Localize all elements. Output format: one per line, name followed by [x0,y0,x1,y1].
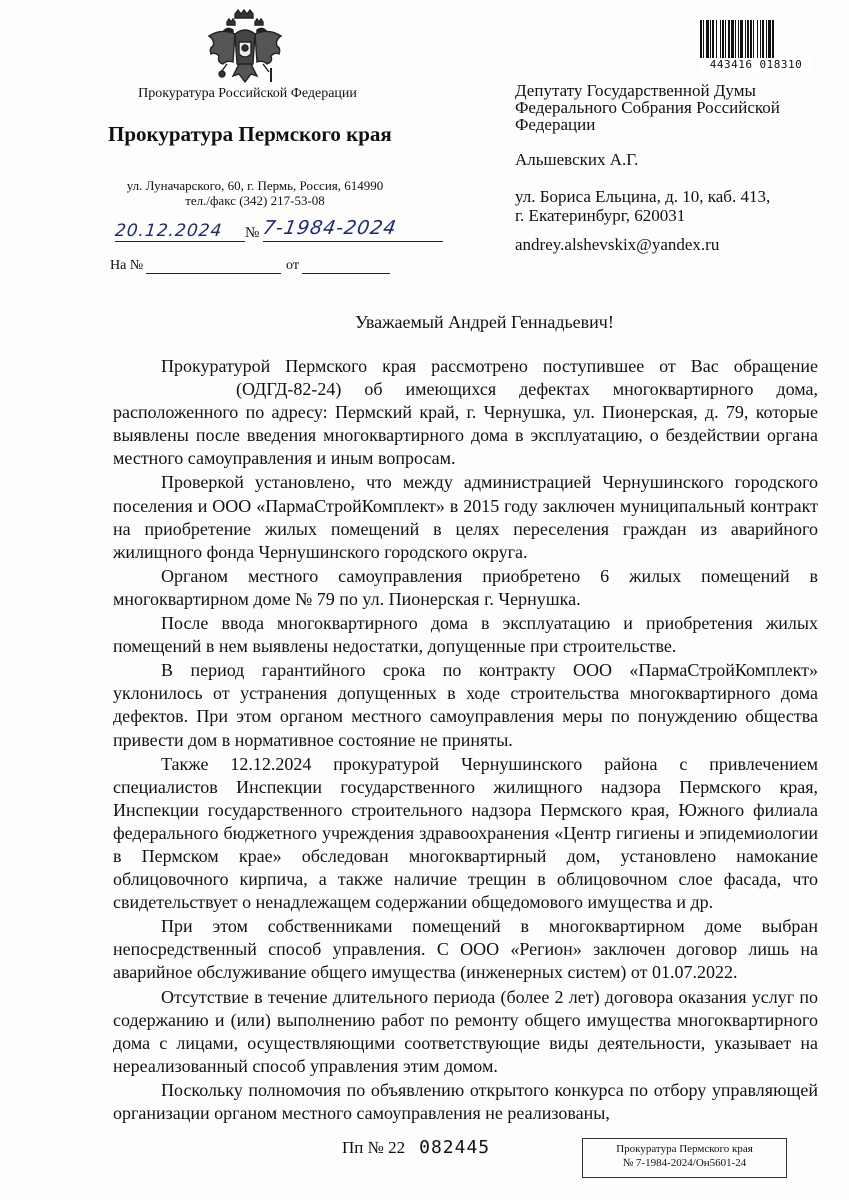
registration-number-label: № [245,225,260,241]
reference-number-blank [146,273,281,274]
agency-title: Прокуратура Пермского края [108,122,392,146]
page-footer-number [342,1137,490,1158]
recipient-name: Альшевских А.Г. [515,150,639,169]
sender-phone: тел./факс (342) 217-53-08 [185,193,325,208]
registration-number: 7-1984-2024 [261,217,399,239]
recipient-address [515,187,770,225]
reference-number-label: На № [110,258,144,273]
reference-date-blank [302,273,390,274]
russian-double-headed-eagle-icon [205,8,285,92]
recipient-title-line: Депутату Государственной Думы [515,81,756,100]
reference-line [110,258,395,278]
sender-street: ул. Луначарского, 60, г. Пермь, Россия, 614990 [126,178,384,193]
registration-date: 20.12.2024 [113,221,224,241]
stamp-line: Прокуратура Пермского края [616,1143,753,1155]
body-paragraph: При этом собственниками помещений в многоквартирном доме выбран непосредственный способ управления. С ООО «Регион» заключен договор лишь на аварийное обслуживание общего имущества (инженерных систем) от 01.07.2022. [113,916,818,983]
recipient-title-line: Федерации [515,115,596,134]
body-paragraph: Также 12.12.2024 прокуратурой Чернушинского района с привлечением специалистов Инспекции государственного жилищного надзора Пермского края, Инспекции государственного строительного надзора Пермского края, Южного филиала федерального бюджетного учреждения здравоохранения «Центр гигиены и эпидемиологии в Пермском крае» обследован многоквартирный дом, установлено намокание облицовочного кирпича, а также наличие трещин в облицовочном слое фасада, что свидетельствует о ненадлежащем содержании общедомового имущества и др. [113,753,818,913]
recipient-address-line: ул. Бориса Ельцина, д. 10, каб. 413, [515,187,771,206]
stamp-line: № 7-1984-2024/Он5601-24 [622,1157,747,1169]
salutation: Уважаемый Андрей Геннадьевич! [355,312,614,332]
registration-line [115,217,415,247]
body-paragraph: В период гарантийного срока по контракту ООО «ПармаСтройКомплект» уклонилось от устранения допущенных в ходе строительства многоквартирного дома дефектов. При этом органом местного самоуправления меры по понуждению общества привести дом в нормативное состояние не приняты. [113,660,818,750]
reference-date-label: от [286,258,299,273]
paragraph-text: Прокуратурой Пермского края рассмотрено поступившее от Вас обращение [161,356,818,376]
body-paragraph: После ввода многоквартирного дома в эксплуатацию и приобретения жилых помещений в нем выявлены недостатки, допущенные при строительстве. [113,613,818,657]
recipient-address-line: г. Екатеринбург, 620031 [515,206,686,225]
recipient-title-line: Федерального Собрания Российской [515,98,780,117]
recipient-title [515,82,825,133]
body-paragraph [113,355,818,470]
barcode-number: 443416 018310 [700,58,812,71]
body-paragraph: Поскольку полномочия по объявлению открытого конкурса по отбору управляющей организации органом местного самоуправления не реализованы, [113,1079,818,1123]
number-underline [263,241,443,242]
body-paragraph: Органом местного самоуправления приобретено 6 жилых помещений в многоквартирном доме № 79 по ул. Пионерская г. Чернушка. [113,565,818,609]
pp-number: 082445 [419,1137,491,1158]
date-underline [115,241,245,242]
paragraph-text: (ОДГД-82-24) об имеющихся дефектах многоквартирного дома, расположенного по адресу: Пермский край, г. Чернушка, ул. Пионерская, д. 79, которые выявлены после введения многоквартирного дома в эксплуатацию, о бездействии органа местного самоуправления и иным вопросам. [113,379,818,469]
agency-top-label: Прокуратура Российской Федерации [138,86,357,101]
body-paragraph: Отсутствие в течение длительного периода (более 2 лет) договора оказания услуг по содержанию и (или) выполнению работ по ремонту общего имущества многоквартирного дома с лицами, осуществляющими соответствующие виды деятельности, указывает на нереализованный способ управления этим домом. [113,986,818,1076]
registration-stamp [582,1138,787,1178]
pp-label: Пп № 22 [342,1138,406,1157]
letter-body [113,355,818,1125]
body-paragraph: Проверкой установлено, что между администрацией Чернушинского городского поселения и ООО «ПармаСтройКомплект» в 2015 году заключен муниципальный контракт на приобретение жилых помещений в целях переселения граждан из аварийного жилищного фонда Чернушинского городского округа. [113,472,818,562]
recipient-email: andrey.alshevskix@yandex.ru [515,235,720,254]
sender-address [110,178,400,208]
